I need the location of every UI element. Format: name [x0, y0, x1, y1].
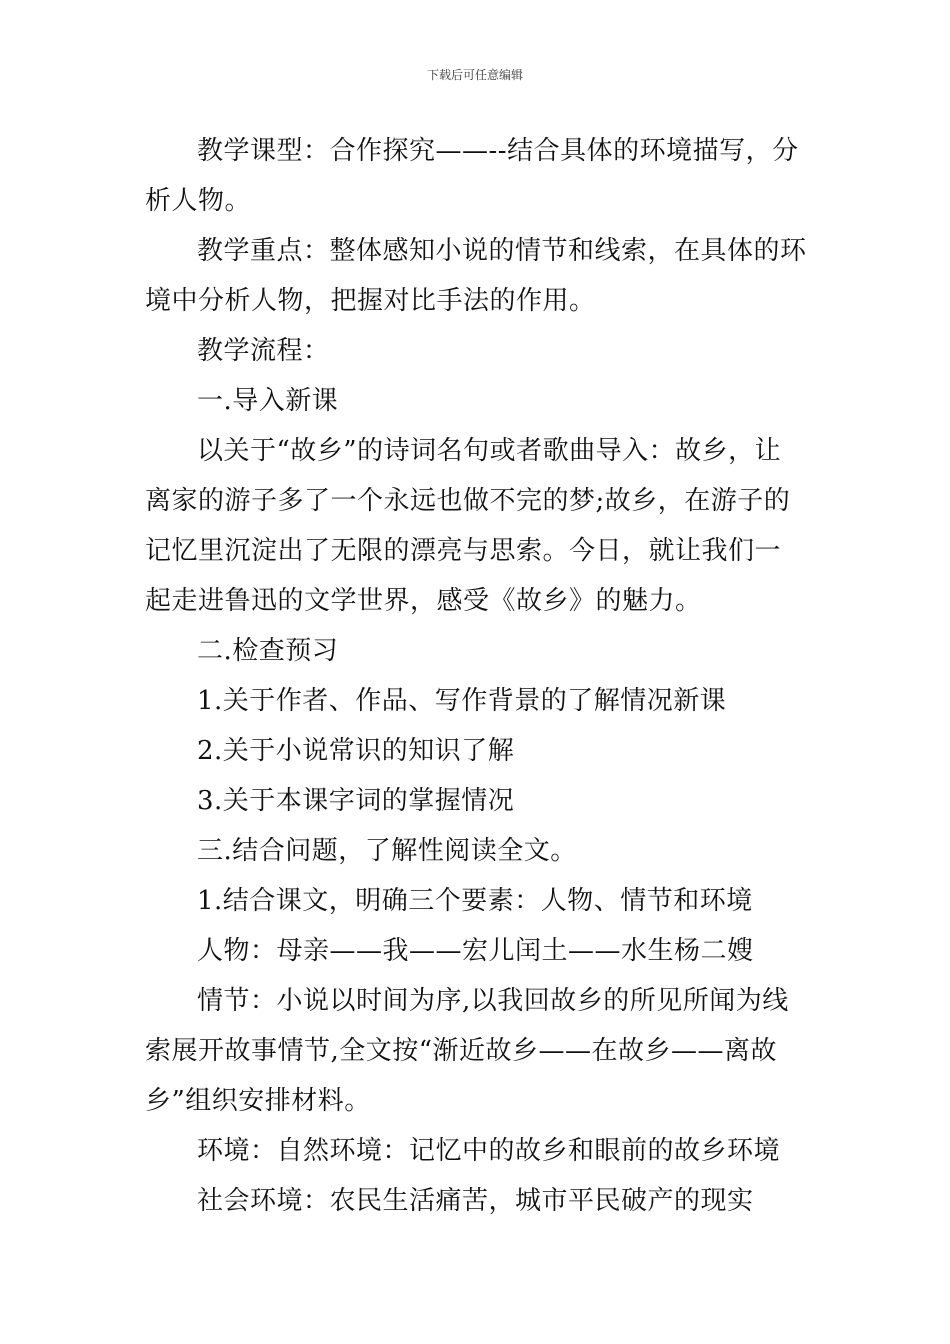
paragraph-characters: 人物：母亲——我——宏儿闰土——水生杨二嫂 — [197, 936, 754, 966]
list-item-three-elements: 1.结合课文，明确三个要素：人物、情节和环境 — [197, 886, 753, 916]
paragraph-intro: 以关于“故乡”的诗词名句或者歌曲导入：故乡，让离家的游子多了一个永远也做不完的梦;故乡，在游子的记忆里沉淀出了无限的漂亮与思索。今日，就让我们一起走进鲁迅的文学世界，感受《故乡》的魅力。 — [145, 436, 791, 616]
section-heading-intro: 一.导入新课 — [197, 386, 339, 416]
list-item-author: 1.关于作者、作品、写作背景的了解情况新课 — [197, 686, 727, 716]
paragraph-natural-environment: 环境：自然环境：记忆中的故乡和眼前的故乡环境 — [197, 1136, 781, 1166]
document-body — [145, 126, 807, 1226]
section-heading-reading: 三.结合问题，了解性阅读全文。 — [197, 836, 577, 866]
paragraph-teaching-process: 教学流程： — [197, 336, 330, 366]
paragraph-plot: 情节：小说以时间为序,以我回故乡的所见所闻为线索展开故事情节,全文按“渐近故乡——在故乡——离故乡”组织安排材料。 — [145, 986, 789, 1116]
list-item-novel-knowledge: 2.关于小说常识的知识了解 — [197, 736, 515, 766]
paragraph-key-points: 教学重点：整体感知小说的情节和线索，在具体的环境中分析人物，把握对比手法的作用。 — [145, 236, 807, 316]
section-heading-preview: 二.检查预习 — [197, 636, 339, 666]
paragraph-lesson-type: 教学课型：合作探究——--结合具体的环境描写，分析人物。 — [145, 136, 799, 216]
list-item-vocabulary: 3.关于本课字词的掌握情况 — [197, 786, 515, 816]
page-header-note: 下载后可任意编辑 — [426, 68, 523, 82]
paragraph-social-environment: 社会环境：农民生活痛苦，城市平民破产的现实 — [197, 1186, 754, 1216]
